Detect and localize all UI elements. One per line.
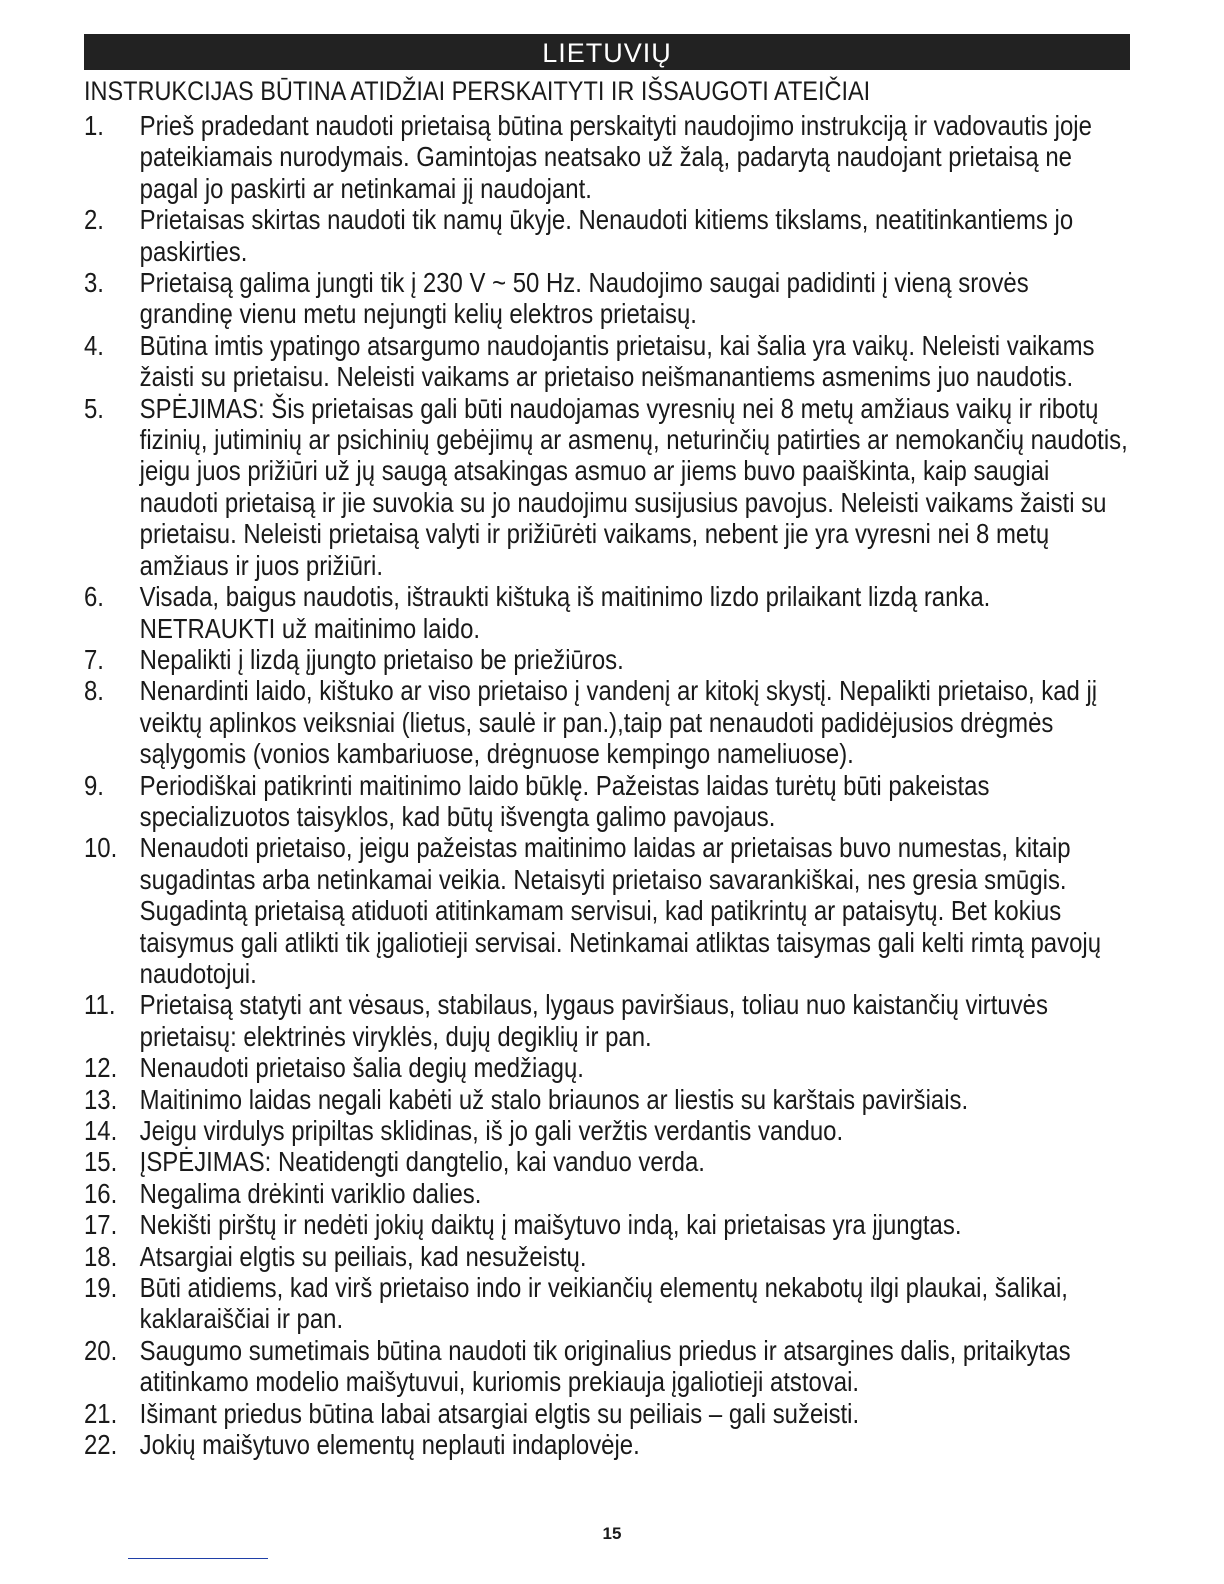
list-item-text: Būti atidiems, kad virš prietaiso indo ir veikiančių elementų nekabotų ilgi plaukai, šalikai, kaklaraiščiai ir pan.	[139, 1272, 1068, 1335]
list-item	[84, 581, 1128, 644]
list-item-number: 18.	[84, 1240, 118, 1272]
list-item-text: Išimant priedus būtina labai atsargiai elgtis su peiliais – gali sužeisti.	[139, 1397, 860, 1429]
list-item-text: Prietaisą galima jungti tik į 230 V ~ 50 Hz. Naudojimo saugai padidinti į vieną srovės grandinę vienu metu nejungti kelių elektros prietaisų.	[139, 267, 1029, 330]
list-item-number: 16.	[84, 1177, 118, 1209]
list-item-text: Nenaudoti prietaiso, jeigu pažeistas maitinimo laidas ar prietaisas buvo numestas, kitaip sugadintas arba netinkamai veikia. Netaisyti prietaiso savarankiškai, nes gresia smūgis. Sugadintą prietaisą atiduoti atitinkamam servisui, kad patikrintų ar pataisytų. Bet kokius taisymus gali atlikti tik įgaliotieji servisai. Netinkamai atliktas taisymas gali kelti rimtą pavojų naudotojui.	[139, 832, 1102, 989]
list-item-number: 13.	[84, 1083, 118, 1115]
list-item-text: ĮSPĖJIMAS: Neatidengti dangtelio, kai vanduo verda.	[139, 1146, 705, 1178]
list-item	[84, 675, 1128, 769]
list-item-text: Prietaisą statyti ant vėsaus, stabilaus, lygaus paviršiaus, toliau nuo kaistančių virtuvės prietaisų: elektrinės viryklės, dujų degiklių ir pan.	[139, 989, 1048, 1052]
list-item-text: Nekišti pirštų ir nedėti jokių daiktų į maišytuvo indą, kai prietaisas yra įjungtas.	[139, 1209, 962, 1241]
list-item	[84, 1209, 1128, 1240]
list-item-text: Periodiškai patikrinti maitinimo laido būklę. Pažeistas laidas turėtų būti pakeistas specializuotos taisyklos, kad būtų išvengta galimo pavojaus.	[139, 769, 990, 832]
list-item-number: 7.	[84, 643, 104, 675]
list-item-text: Maitinimo laidas negali kabėti už stalo briaunos ar liestis su karštais paviršiais.	[139, 1083, 969, 1115]
footer-rule	[128, 1558, 268, 1559]
list-item-number: 19.	[84, 1272, 118, 1304]
language-label: LIETUVIŲ	[542, 38, 672, 68]
list-item-text: Atsargiai elgtis su peiliais, kad nesužeistų.	[139, 1240, 587, 1272]
list-item-text: Nenaudoti prietaiso šalia degių medžiagų.	[139, 1052, 584, 1084]
list-item-number: 1.	[84, 110, 104, 141]
list-item	[84, 770, 1128, 833]
list-item-number: 5.	[84, 392, 104, 424]
list-item-number: 11.	[84, 989, 116, 1021]
list-item-number: 12.	[84, 1052, 118, 1084]
list-item-number: 6.	[84, 581, 104, 613]
list-item-number: 14.	[84, 1115, 118, 1146]
list-item-text: Saugumo sumetimais būtina naudoti tik originalius priedus ir atsargines dalis, pritaikytas atitinkamo modelio maišytuvui, kuriomis prekiauja įgaliotieji atstovai.	[139, 1334, 1071, 1398]
list-item-number: 20.	[84, 1334, 118, 1366]
list-item-text: Nenardinti laido, kištuko ar viso prietaiso į vandenį ar kitokį skystį. Nepalikti prietaiso, kad jį veiktų aplinkos veiksniai (lietus, saulė ir pan.),taip pat nenaudoti padidėjusios drėgmės sąlygomis (vonios kambariuose, drėgnuose kempingo nameliuose).	[139, 675, 1098, 770]
list-item-text: Prietaisas skirtas naudoti tik namų ūkyje. Nenaudoti kitiems tikslams, neatitinkantiems jo paskirties.	[139, 204, 1074, 267]
list-item-text: Jokių maišytuvo elementų neplauti indaplovėje.	[139, 1429, 640, 1461]
list-item-text: Jeigu virdulys pripiltas sklidinas, iš jo gali veržtis verdantis vanduo.	[139, 1115, 844, 1146]
list-item	[84, 1429, 1128, 1460]
list-item	[84, 267, 1128, 330]
list-item	[84, 1115, 1128, 1146]
list-item-text: Būtina imtis ypatingo atsargumo naudojantis prietaisu, kai šalia yra vaikų. Neleisti vaikams žaisti su prietaisu. Neleisti vaikams ar prietaiso neišmanantiems asmenims juo naudotis.	[139, 329, 1095, 393]
list-item	[84, 1335, 1128, 1398]
list-item-number: 21.	[84, 1397, 118, 1429]
list-item	[84, 644, 1128, 675]
list-item-text: Visada, baigus naudotis, ištraukti kištuką iš maitinimo lizdo prilaikant lizdą ranka. NETRAUKTI už maitinimo laido.	[139, 581, 991, 644]
instruction-list	[84, 110, 1128, 1460]
list-item-number: 15.	[84, 1146, 118, 1178]
list-item	[84, 330, 1128, 393]
list-item	[84, 832, 1128, 989]
list-item-number: 8.	[84, 675, 104, 707]
list-item	[84, 1178, 1128, 1209]
list-item-number: 3.	[84, 267, 104, 299]
list-item	[84, 1272, 1128, 1335]
list-item	[84, 1398, 1128, 1429]
list-item-text: SPĖJIMAS: Šis prietaisas gali būti naudojamas vyresnių nei 8 metų amžiaus vaikų ir ribotų fizinių, jutiminių ar psichinių gebėjimų ar asmenų, neturinčių patirties ar nemokančių naudotis, jeigu juos prižiūri už jų saugą atsakingas asmuo ar jiems buvo paaiškinta, kaip saugiai naudoti prietaisą ir jie suvokia su jo naudojimu susijusius pavojus. Neleisti vaikams žaisti su prietaisu. Neleisti prietaisą valyti ir prižiūrėti vaikams, nebent jie yra vyresni nei 8 metų amžiaus ir juos prižiūri.	[139, 392, 1128, 581]
list-item-text: Prieš pradedant naudoti prietaisą būtina perskaityti naudojimo instrukciją ir vadovautis joje pateikiamais nurodymais. Gamintojas neatsako už žalą, padarytą naudojant prietaisą ne pagal jo paskirti ar netinkamai jį naudojant.	[139, 110, 1092, 204]
list-item	[84, 204, 1128, 267]
list-item	[84, 1146, 1128, 1177]
list-item-number: 2.	[84, 204, 104, 236]
list-item-text: Nepalikti į lizdą įjungto prietaiso be priežiūros.	[139, 643, 624, 675]
list-item	[84, 1084, 1128, 1115]
instructions-heading: INSTRUKCIJAS BŪTINA ATIDŽIAI PERSKAITYTI IR IŠSAUGOTI ATEIČIAI	[84, 76, 871, 106]
list-item-number: 4.	[84, 329, 104, 361]
list-item	[84, 989, 1128, 1052]
list-item-number: 17.	[84, 1209, 118, 1241]
language-header-bar	[84, 34, 1130, 70]
page-number: 15	[602, 1524, 622, 1543]
list-item-number: 22.	[84, 1429, 118, 1461]
list-item	[84, 1052, 1128, 1083]
list-item-number: 10.	[84, 832, 118, 864]
list-item	[84, 393, 1128, 581]
list-item-text: Negalima drėkinti variklio dalies.	[139, 1177, 482, 1209]
list-item	[84, 110, 1128, 204]
list-item-number: 9.	[84, 769, 104, 801]
list-item	[84, 1241, 1128, 1272]
